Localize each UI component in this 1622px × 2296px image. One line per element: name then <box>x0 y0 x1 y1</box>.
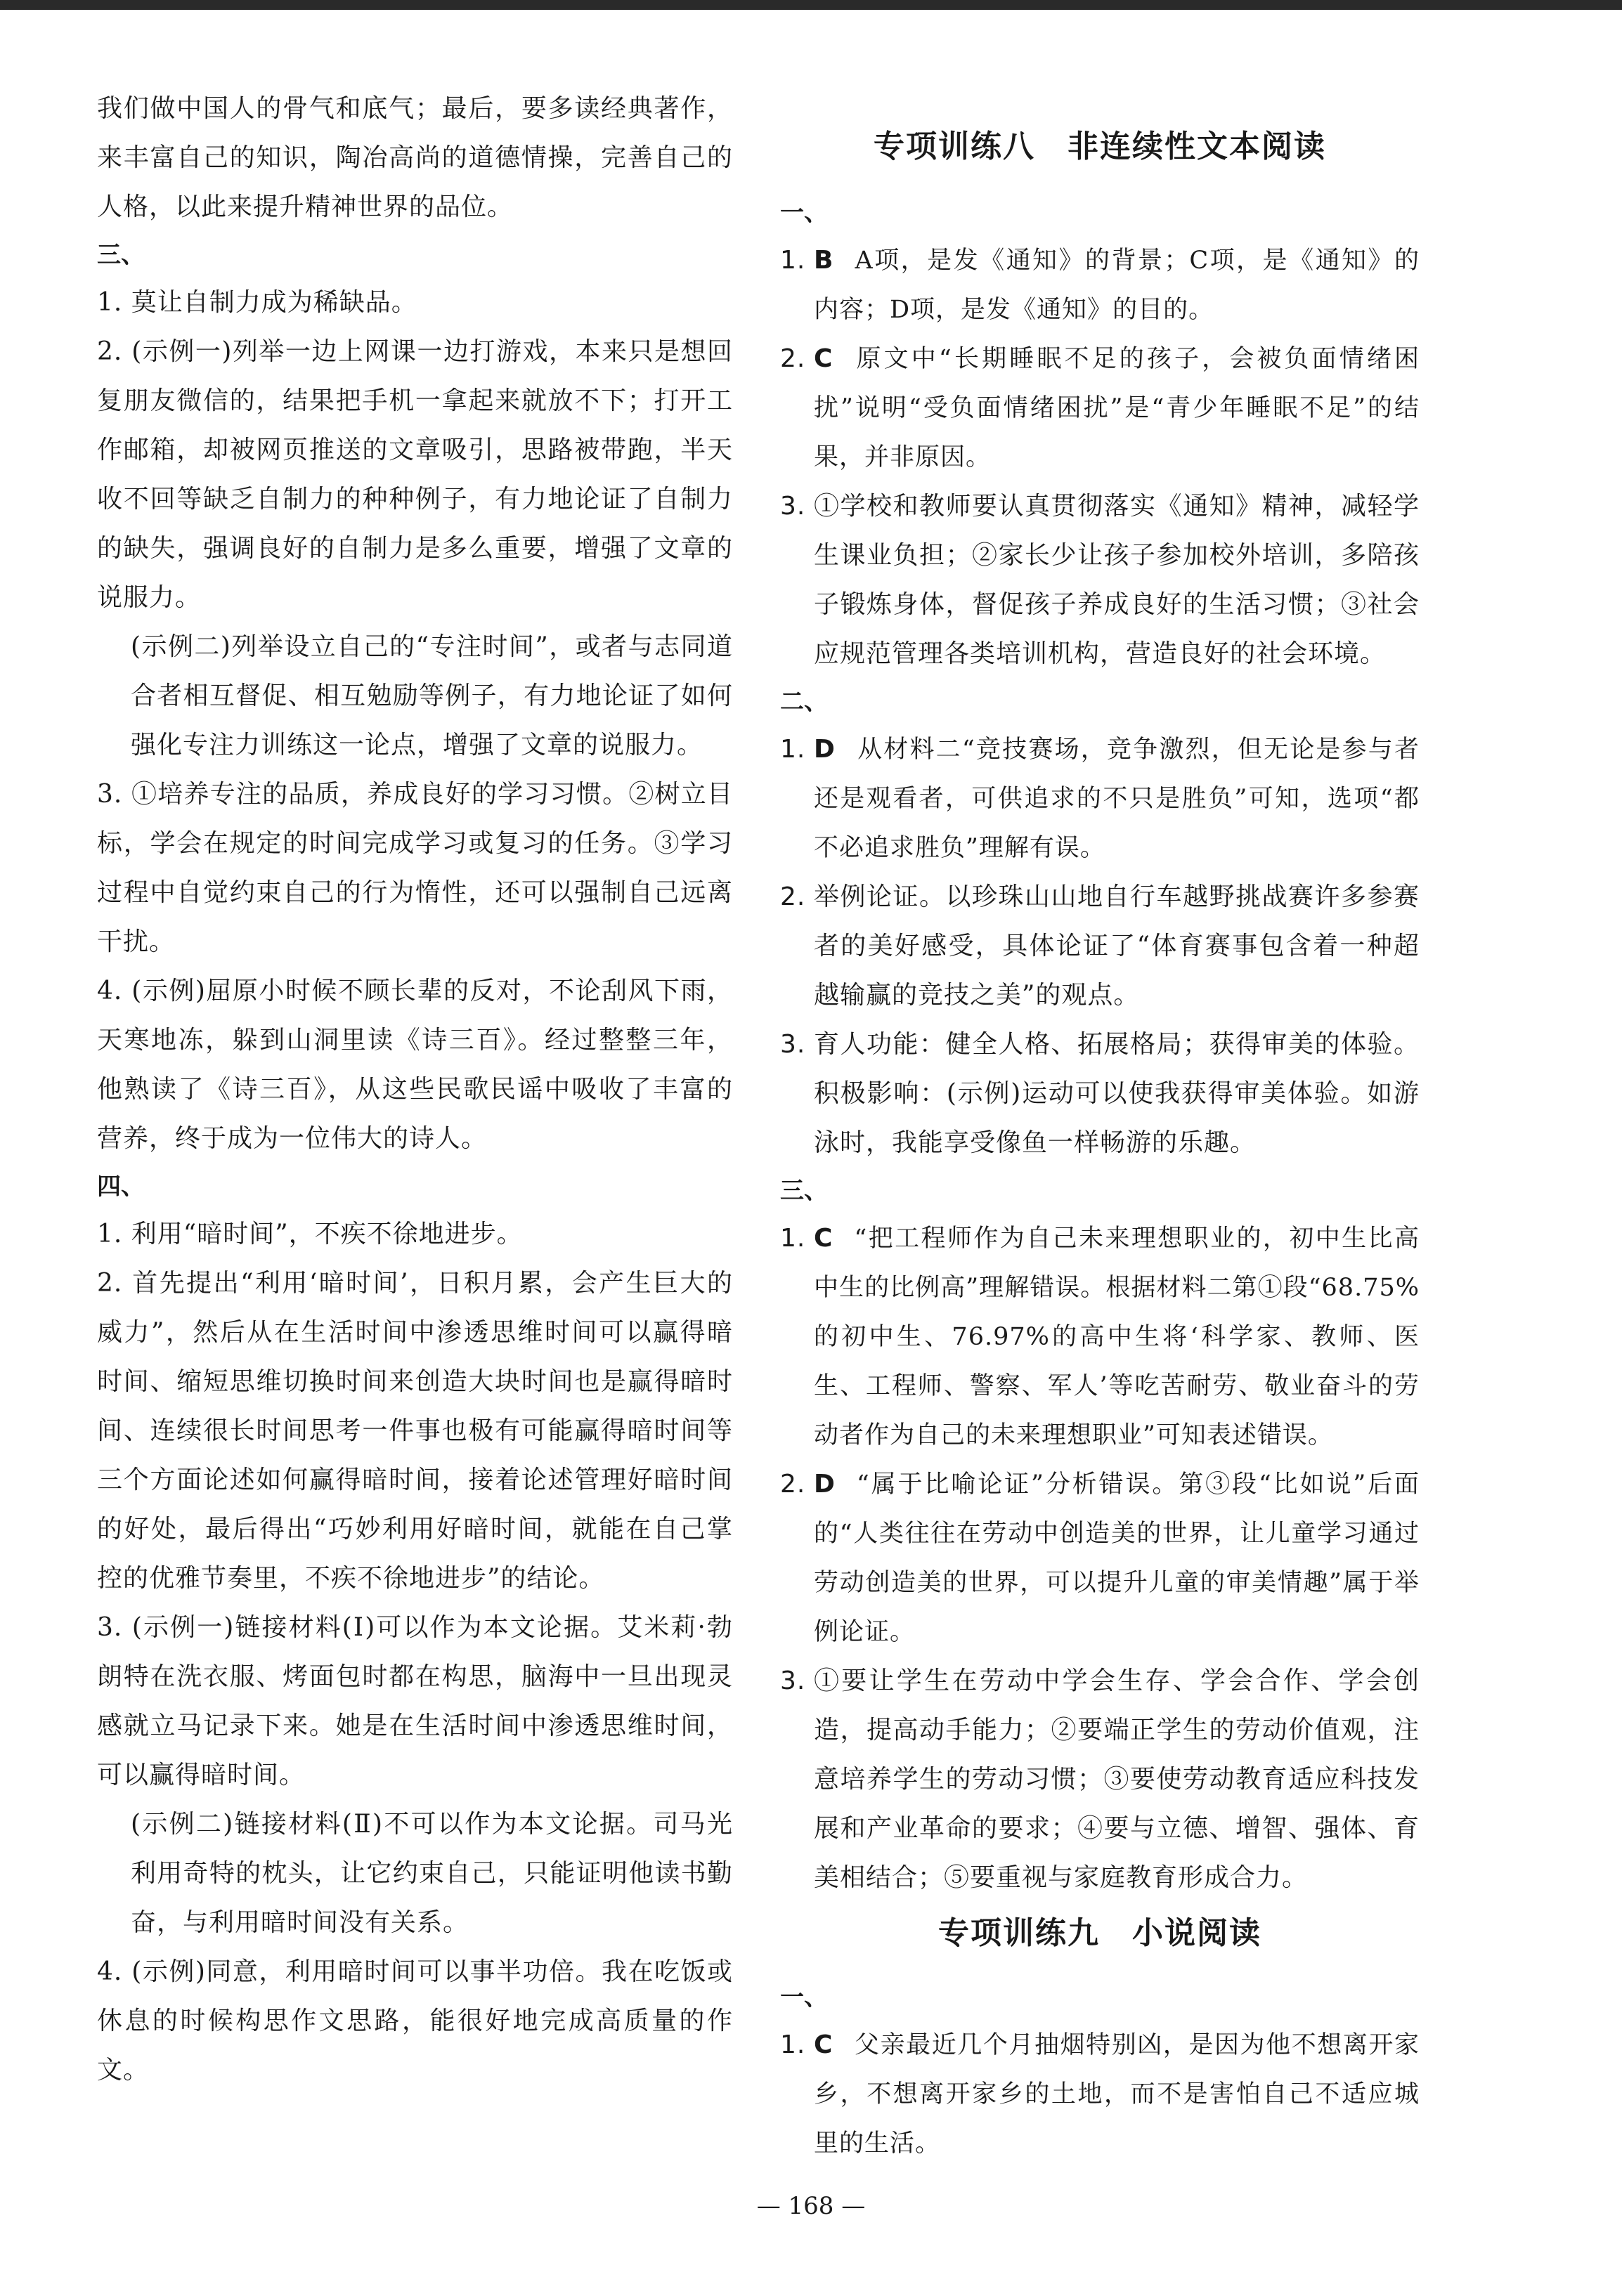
answer-item <box>780 482 1420 679</box>
answer-item <box>780 2021 1420 2168</box>
answer-item <box>780 1460 1420 1657</box>
item-number: 1. <box>780 735 806 764</box>
answer-letter: C <box>814 344 833 373</box>
item-number: 1. <box>780 246 806 275</box>
answer-item <box>780 1214 1420 1460</box>
section-title-9: 专项训练九 小说阅读 <box>938 1915 1261 1951</box>
answer-item: 2. (示例一)列举一边上网课一边打游戏，本来只是想回复朋友微信的，结果把手机一拿起来就放不下；打开工作邮箱，却被网页推送的文章吸引，思路被带跑，半天收不回等缺乏自制力的种种例子，有力地论证了自制力的缺失，强调良好的自制力是多么重要，增强了文章的说服力。 <box>97 337 733 612</box>
answer-item: (示例二)列举设立自己的“专注时间”，或者与志同道合者相互督促、相互勉励等例子，有力地论证了如何强化专注力训练这一论点，增强了文章的说服力。 <box>131 632 733 759</box>
part-heading-3: 三、 <box>97 241 145 269</box>
answer-item <box>780 873 1420 1020</box>
answer-text: ①要让学生在劳动中学会生存、学会合作、学会创造，提高动手能力；②要端正学生的劳动价值观，注意培养学生的劳动习惯；③要使劳动教育适应科技发展和产业革命的要求；④要与立德、增智、强体、育美相结合；⑤要重视与家庭教育形成合力。 <box>814 1666 1420 1892</box>
answer-item: 3. (示例一)链接材料(Ⅰ)可以作为本文论据。艾米莉·勃朗特在洗衣服、烤面包时都在构思，脑海中一旦出现灵感就立马记录下来。她是在生活时间中渗透思维时间，可以赢得暗时间。 <box>97 1613 733 1789</box>
section-title-8: 专项训练八 非连续性文本阅读 <box>874 129 1326 164</box>
answer-letter: C <box>814 1224 833 1253</box>
item-number: 3. <box>780 1030 806 1059</box>
item-body <box>814 334 1420 482</box>
answer-item <box>780 334 1420 482</box>
answer-item <box>780 725 1420 873</box>
answer-text: 父亲最近几个月抽烟特别凶，是因为他不想离开家乡，不想离开家乡的土地，而不是害怕自己不适应城里的生活。 <box>814 2031 1420 2158</box>
right-column <box>780 190 1420 1903</box>
answer-text: 育人功能：健全人格、拓展格局；获得审美的体验。积极影响：(示例)运动可以使我获得审美体验。如游泳时，我能享受像鱼一样畅游的乐趣。 <box>814 1030 1420 1157</box>
answer-item: 2. 首先提出“利用‘暗时间’，日积月累，会产生巨大的威力”，然后从在生活时间中渗透思维时间可以赢得暗时间、缩短思维切换时间来创造大块时间也是赢得暗时间、连续很长时间思考一件事也极有可能赢得暗时间等三个方面论述如何赢得暗时间，接着论述管理好暗时间的好处，最后得出“巧妙利用好暗时间，就能在自己掌控的优雅节奏里，不疾不徐地进步”的结论。 <box>97 1269 733 1593</box>
answer-letter: C <box>814 2030 833 2059</box>
answer-item: (示例二)链接材料(Ⅱ)不可以作为本文论据。司马光利用奇特的枕头，让它约束自己，只能证明他读书勤奋，与利用暗时间没有关系。 <box>131 1810 733 1937</box>
item-body <box>814 1460 1420 1657</box>
answer-text: 原文中“长期睡眠不足的孩子，会被负面情绪困扰”说明“受负面情绪困扰”是“青少年睡眠不足”的结果，并非原因。 <box>814 345 1420 471</box>
answer-item <box>780 1657 1420 1903</box>
page-number: — 168 — <box>756 2192 866 2220</box>
part-heading-2: 二、 <box>780 688 828 716</box>
answer-letter: D <box>814 735 836 764</box>
item-body <box>814 1214 1420 1460</box>
answer-text: ①学校和教师要认真贯彻落实《通知》精神，减轻学生课业负担；②家长少让孩子参加校外培训，多陪孩子锻炼身体，督促孩子养成良好的生活习惯；③社会应规范管理各类培训机构，营造良好的社会环境。 <box>814 492 1420 668</box>
item-body <box>814 1020 1420 1168</box>
answer-item: 4. (示例)同意，利用暗时间可以事半功倍。我在吃饭或休息的时候构思作文思路，能很好地完成高质量的作文。 <box>97 1957 733 2085</box>
continued-paragraph: 我们做中国人的骨气和底气；最后，要多读经典著作，来丰富自己的知识，陶冶高尚的道德情操，完善自己的人格，以此来提升精神世界的品位。 <box>97 94 733 221</box>
item-body <box>814 236 1420 334</box>
item-body <box>814 482 1420 679</box>
item-number: 2. <box>780 882 806 911</box>
answer-letter: D <box>814 1470 836 1499</box>
item-number: 1. <box>780 2030 806 2059</box>
answer-item: 1. 莫让自制力成为稀缺品。 <box>97 288 417 317</box>
answer-item: 1. 利用“暗时间”，不疾不徐地进步。 <box>97 1220 523 1248</box>
answer-text: “把工程师作为自己未来理想职业的，初中生比高中生的比例高”理解错误。根据材料二第①段“68.75%的初中生、76.97%的高中生将‘科学家、教师、医生、工程师、警察、军人’等吃苦耐劳、敬业奋斗的劳动者作为自己的未来理想职业”可知表述错误。 <box>814 1225 1420 1449</box>
item-body <box>814 1657 1420 1903</box>
item-body <box>814 2021 1420 2168</box>
answer-text: 从材料二“竞技赛场，竞争激烈，但无论是参与者还是观看者，可供追求的不只是胜负”可知，选项“都不必追求胜负”理解有误。 <box>814 736 1420 862</box>
left-column <box>97 84 733 2095</box>
part-heading-4: 四、 <box>97 1173 145 1201</box>
right-column-bottom <box>780 1974 1420 2168</box>
item-number: 1. <box>780 1224 806 1253</box>
top-scan-border <box>0 0 1622 10</box>
answer-item <box>780 1020 1420 1168</box>
item-number: 3. <box>780 492 806 521</box>
part-heading-3: 三、 <box>780 1177 828 1205</box>
item-body <box>814 873 1420 1020</box>
answer-text: “属于比喻论证”分析错误。第③段“比如说”后面的“人类往往在劳动中创造美的世界，让儿童学习通过劳动创造美的世界，可以提升儿童的审美情趣”属于举例论证。 <box>814 1470 1420 1646</box>
answer-letter: B <box>814 246 834 275</box>
part-heading-1: 一、 <box>780 1983 828 2011</box>
item-number: 3. <box>780 1666 806 1695</box>
part-heading-1: 一、 <box>780 199 828 227</box>
item-number: 2. <box>780 344 806 373</box>
item-body <box>814 725 1420 873</box>
answer-item: 4. (示例)屈原小时候不顾长辈的反对，不论刮风下雨，天寒地冻，躲到山洞里读《诗三百》。经过整整三年，他熟读了《诗三百》，从这些民歌民谣中吸收了丰富的营养，终于成为一位伟大的诗人。 <box>97 977 733 1153</box>
answer-item <box>780 236 1420 334</box>
answer-text: 举例论证。以珍珠山山地自行车越野挑战赛许多参赛者的美好感受，具体论证了“体育赛事包含着一种超越输赢的竞技之美”的观点。 <box>814 882 1420 1010</box>
answer-text: A项，是发《通知》的背景；C项，是《通知》的内容；D项，是发《通知》的目的。 <box>814 247 1420 324</box>
item-number: 2. <box>780 1470 806 1499</box>
answer-item: 3. ①培养专注的品质，养成良好的学习习惯。②树立目标，学会在规定的时间完成学习或复习的任务。③学习过程中自觉约束自己的行为惰性，还可以强制自己远离干扰。 <box>97 780 733 956</box>
